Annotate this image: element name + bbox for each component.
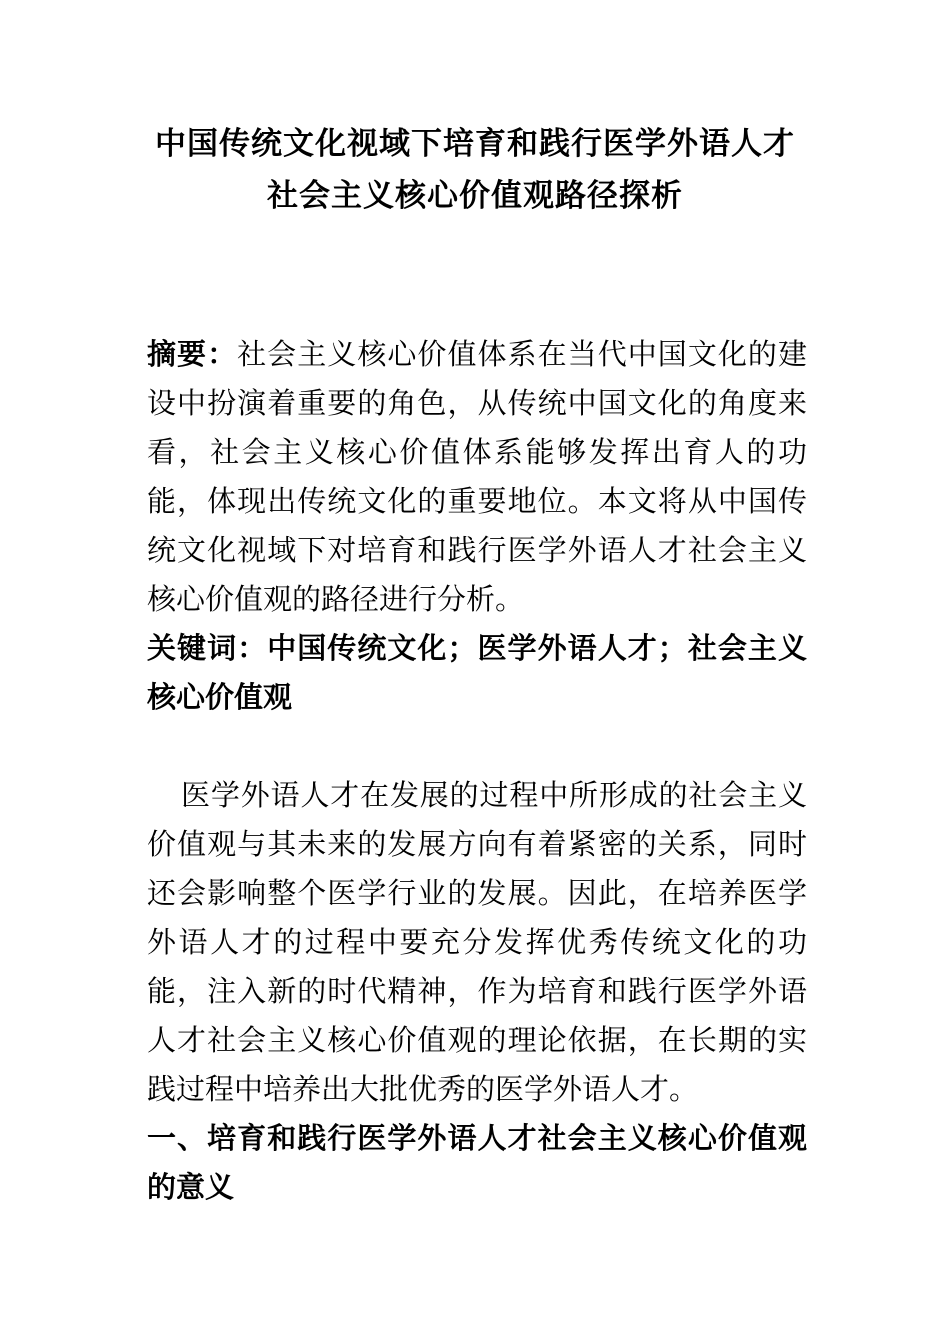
document-title-line-1: 中国传统文化视域下培育和践行医学外语人才 [155,126,795,162]
section-heading-1: 一、培育和践行医学外语人才社会主义核心价值观的意义 [147,1121,807,1204]
abstract-text: 社会主义核心价值体系在当代中国文化的建设中扮演着重要的角色，从传统中国文化的角度来看，社会主义核心价值体系能够发挥出育人的功能，体现出传统文化的重要地位。本文将从中国传统文化视域下对培育和践行医学外语人才社会主义核心价值观的路径进行分析。 [147,337,807,616]
document-title-line-2: 社会主义核心价值观路径探析 [267,178,683,214]
abstract-paragraph [147,330,807,624]
abstract-label: 摘要： [147,337,238,371]
keywords-label: 关键词： [147,631,268,665]
body-paragraph-1: 医学外语人才在发展的过程中所形成的社会主义价值观与其未来的发展方向有着紧密的关系，同时还会影响整个医学行业的发展。因此，在培养医学外语人才的过程中要充分发挥优秀传统文化的功能，注入新的时代精神，作为培育和践行医学外语人才社会主义核心价值观的理论依据，在长期的实践过程中培养出大批优秀的医学外语人才。 [147,778,807,1106]
keywords-paragraph [147,624,807,722]
keywords-text: 中国传统文化；医学外语人才；社会主义核心价值观 [147,631,807,714]
